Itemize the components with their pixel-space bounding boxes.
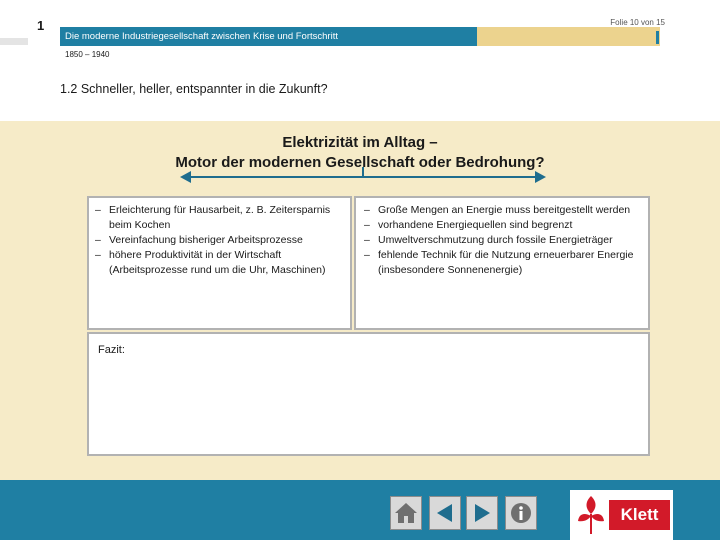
contra-arguments-box (354, 196, 650, 330)
section-heading: 1.2 Schneller, heller, entspannter in die Zukunft? (60, 82, 328, 96)
arrow-right-head (535, 171, 546, 183)
previous-slide-button[interactable] (429, 496, 461, 530)
chapter-number: 1 (37, 18, 45, 33)
contra-item: – Umweltverschmutzung durch fossile Energieträger (364, 233, 646, 248)
info-icon (509, 501, 533, 525)
pro-list (95, 203, 340, 278)
home-button[interactable] (390, 496, 422, 530)
arrow-left-head (180, 171, 191, 183)
klett-logo-text: Klett (609, 500, 670, 530)
info-button[interactable] (505, 496, 537, 530)
main-title-line-2: Motor der modernen Gesellschaft oder Bedrohung? (175, 154, 545, 171)
contra-item: – Große Mengen an Energie muss bereitgestellt werden (364, 203, 646, 218)
next-slide-button[interactable] (466, 496, 498, 530)
chapter-title-bar: Die moderne Industriegesellschaft zwischen Krise und Fortschritt (60, 27, 477, 46)
fazit-box[interactable] (87, 332, 650, 456)
slide-counter: Folie 10 von 15 (610, 18, 665, 27)
fazit-label: Fazit: (98, 344, 125, 356)
klett-logo (570, 490, 673, 540)
arrow-left-icon (433, 501, 457, 525)
main-title-line-1: Elektrizität im Alltag – (282, 134, 438, 151)
contra-item: – vorhandene Energiequellen sind begrenzt (364, 218, 646, 233)
arrow-right-icon (470, 501, 494, 525)
pro-item: – Vereinfachung bisheriger Arbeitsprozesse (95, 233, 340, 248)
date-range: 1850 – 1940 (65, 50, 110, 59)
contra-item: – fehlende Technik für die Nutzung erneuerbarer Energie (insbesondere Sonnenenergie) (364, 248, 646, 278)
klett-leaf-icon (576, 494, 606, 536)
pro-item: – Erleichterung für Hausarbeit, z. B. Zeitersparnis beim Kochen (95, 203, 340, 233)
contra-list (364, 203, 646, 278)
pro-item: – höhere Produktivität in der Wirtschaft (Arbeitsprozesse rund um die Uhr, Maschinen) (95, 248, 340, 278)
pro-arguments-box (87, 196, 352, 330)
home-icon (393, 501, 419, 525)
